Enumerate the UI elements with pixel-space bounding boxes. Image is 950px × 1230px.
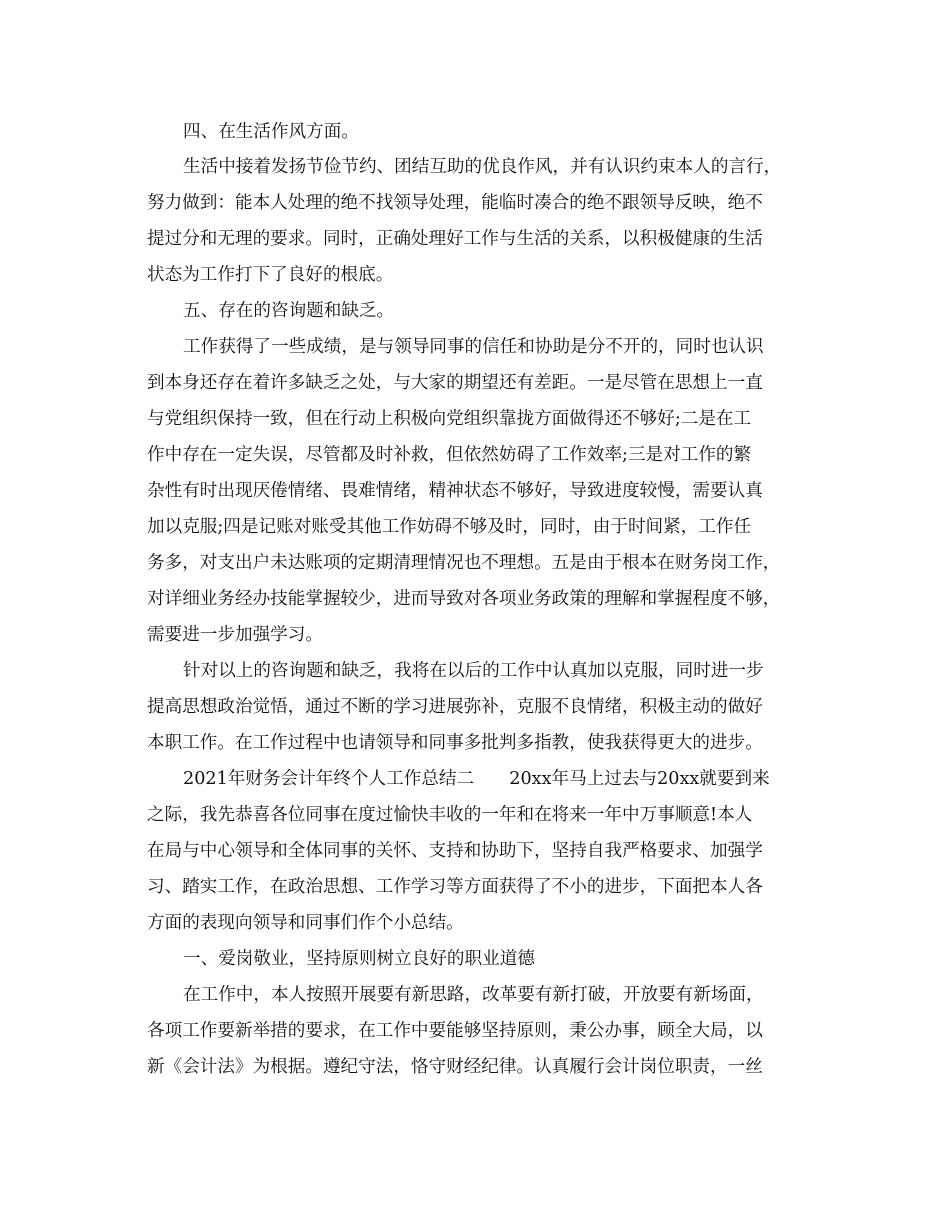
paragraph-line: 工作获得了一些成绩，是与领导同事的信任和协助是分不开的，同时也认识 [183, 337, 764, 357]
section-heading-4: 四、在生活作风方面。 [183, 122, 359, 142]
paragraph-line: 与党组织保持一致，但在行动上积极向党组织靠拢方面做得还不够好;二是在工 [147, 409, 752, 429]
paragraph-line: 努力做到：能本人处理的绝不找领导处理，能临时凑合的绝不跟领导反映，绝不 [147, 193, 763, 213]
section-heading-1: 一、爱岗敬业，坚持原则树立良好的职业道德 [183, 949, 535, 969]
paragraph-line: 之际，我先恭喜各位同事在度过愉快丰收的一年和在将来一年中万事顺意!本人 [147, 805, 753, 825]
paragraph-line: 提过分和无理的要求。同时，正确处理好工作与生活的关系，以积极健康的生活 [147, 229, 763, 249]
paragraph-line: 在局与中心领导和全体同事的关怀、支持和协助下，坚持自我严格要求、加强学 [147, 841, 763, 861]
paragraph-line: 针对以上的咨询题和缺乏，我将在以后的工作中认真加以克服，同时进一步 [183, 661, 764, 681]
paragraph-line: 需要进一步加强学习。 [147, 625, 323, 645]
paragraph-line: 状态为工作打下了良好的根底。 [147, 265, 394, 285]
paragraph-line: 本职工作。在工作过程中也请领导和同事多批判多指教，使我获得更大的进步。 [147, 733, 763, 753]
paragraph-line: 作中存在一定失误，尽管都及时补救，但依然妨碍了工作效率;三是对工作的繁 [147, 445, 752, 465]
paragraph-line: 方面的表现向领导和同事们作个小总结。 [147, 913, 464, 933]
paragraph-line: 各项工作要新举措的要求，在工作中要能够坚持原则，秉公办事，顾全大局，以 [147, 1021, 763, 1041]
paragraph-line: 杂性有时出现厌倦情绪、畏难情绪，精神状态不够好，导致进度较慢，需要认真 [147, 481, 763, 501]
paragraph-line: 习、踏实工作，在政治思想、工作学习等方面获得了不小的进步，下面把本人各 [147, 877, 763, 897]
paragraph-line: 加以克服;四是记账对账受其他工作妨碍不够及时，同时，由于时间紧，工作任 [147, 517, 752, 537]
paragraph-line: 2021年财务会计年终个人工作总结二 20xx年马上过去与20xx就要到来 [183, 769, 770, 789]
paragraph-line: 新《会计法》为根据。遵纪守法，恪守财经纪律。认真履行会计岗位职责，一丝 [147, 1057, 763, 1077]
paragraph-line: 生活中接着发扬节俭节约、团结互助的优良作风，并有认识约束本人的言行， [183, 157, 782, 177]
paragraph-line: 务多，对支出户未达账项的定期清理情况也不理想。五是由于根本在财务岗工作， [147, 553, 781, 573]
paragraph-line: 到本身还存在着许多缺乏之处，与大家的期望还有差距。一是尽管在思想上一直 [147, 373, 763, 393]
paragraph-line: 在工作中，本人按照开展要有新思路，改革要有新打破，开放要有新场面， [183, 985, 764, 1005]
section-heading-5: 五、存在的咨询题和缺乏。 [183, 301, 395, 321]
paragraph-line: 对详细业务经办技能掌握较少，进而导致对各项业务政策的理解和掌握程度不够， [147, 589, 781, 609]
paragraph-line: 提高思想政治觉悟，通过不断的学习进展弥补，克服不良情绪，积极主动的做好 [147, 697, 763, 717]
